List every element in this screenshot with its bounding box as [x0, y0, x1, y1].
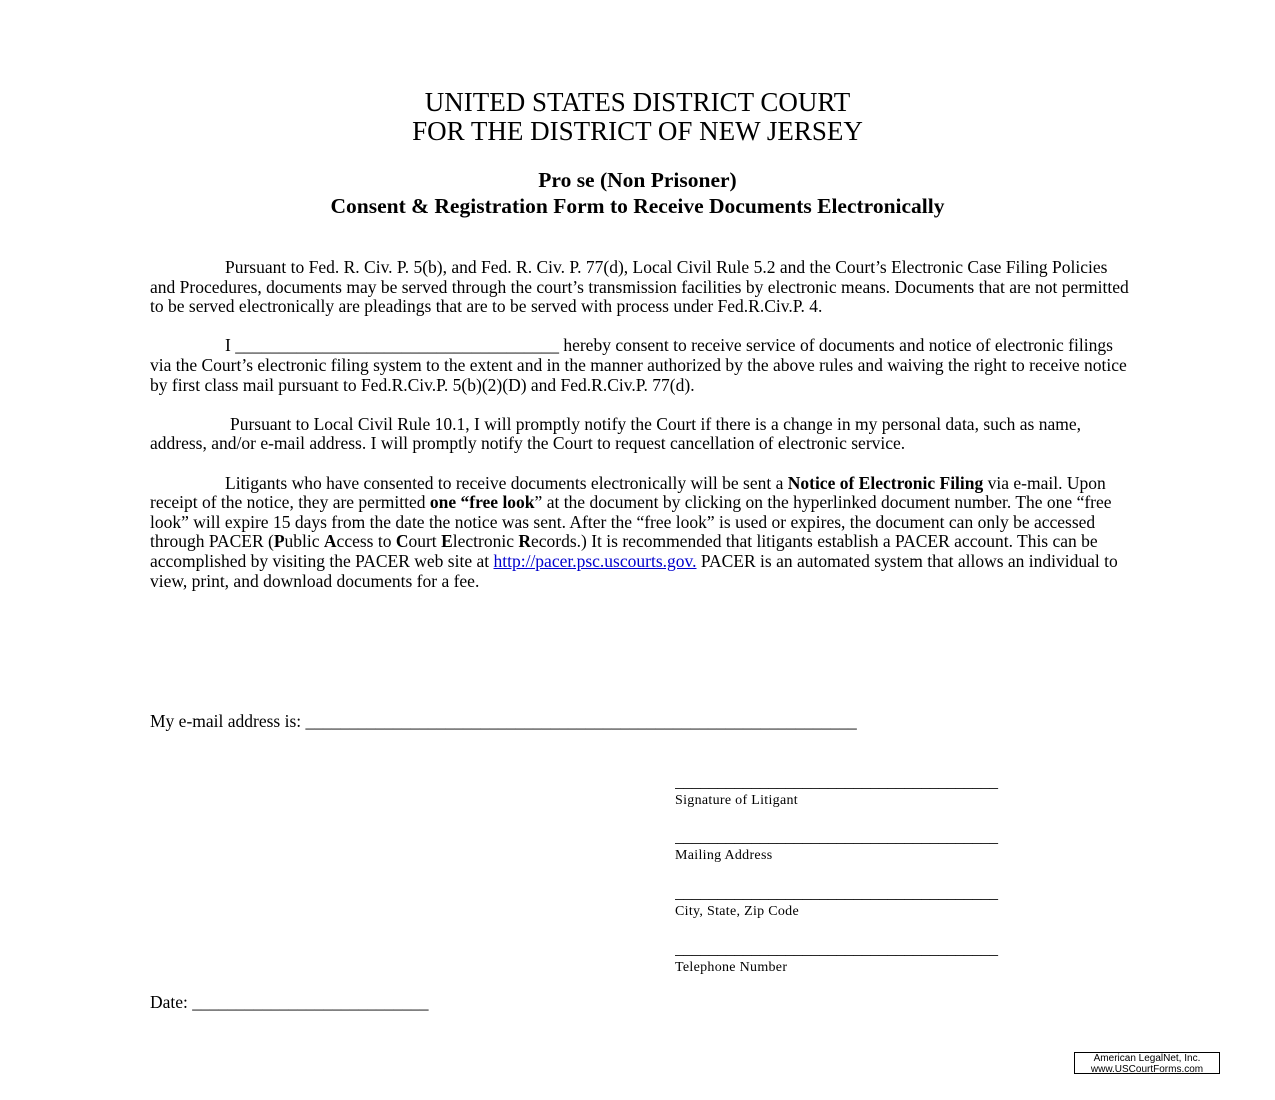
email-field-blank[interactable]: _______________________________________________________________: [301, 711, 857, 731]
telephone-field: [675, 939, 1115, 977]
telephone-line[interactable]: ______________________________________: [675, 939, 998, 958]
city-state-zip-label: City, State, Zip Code: [675, 904, 799, 919]
signature-field: [675, 772, 1115, 810]
form-title-line1: Pro se (Non Prisoner): [538, 168, 737, 192]
city-state-zip-field: [675, 883, 1115, 921]
paragraph-authority: Pursuant to Fed. R. Civ. P. 5(b), and Fed. R. Civ. P. 77(d), Local Civil Rule 5.2 and the Court’s Electronic Case Filing Policies and Procedures, documents may be served through the court’s transmission facilities by electronic means. Documents that are not permitted to be served electronically are pleadings that are to be served with process under Fed.R.Civ.P. 4.: [150, 257, 1129, 317]
signature-label: Signature of Litigant: [675, 793, 798, 808]
form-title-line2: Consent & Registration Form to Receive Documents Electronically: [330, 194, 945, 218]
mailing-address-label: Mailing Address: [675, 848, 773, 863]
mailing-address-field: [675, 827, 1115, 865]
date-field-blank[interactable]: ___________________________: [187, 992, 429, 1012]
stamp-website: www.USCourtForms.com: [1090, 1063, 1204, 1075]
court-district: FOR THE DISTRICT OF NEW JERSEY: [412, 116, 863, 146]
name-field-blank[interactable]: _____________________________________: [235, 335, 559, 356]
telephone-label: Telephone Number: [675, 960, 788, 975]
email-label: My e-mail address is:: [150, 711, 302, 731]
form-title: [0, 167, 1275, 219]
city-state-zip-line[interactable]: ______________________________________: [675, 883, 998, 902]
date-label: Date:: [150, 992, 188, 1012]
signature-line[interactable]: ______________________________________: [675, 772, 998, 791]
court-name: UNITED STATES DISTRICT COURT: [424, 87, 851, 117]
form-body: [150, 258, 1130, 611]
date-line: [150, 991, 429, 1013]
email-line: [150, 710, 857, 732]
stamp-company: American LegalNet, Inc.: [1093, 1053, 1201, 1064]
paragraph-pacer: Litigants who have consented to receive documents electronically will be sent a Notice of Electronic Filing via e-mail. Upon receipt of the notice, they are permitted one “free look” at the document by clicking on the hyperlinked document number. The one “free look” will expire 15 days from the date the notice was sent. After the “free look” is used or expires, the document can only be accessed through PACER (Public Access to Court Electronic Records.) It is recommended that litigants establish a PACER account. This can be accomplished by visiting the PACER web site at http://pacer.psc.uscourts.gov. PACER is an automated system that allows an individual to view, print, and download documents for a fee.: [150, 472, 1118, 591]
mailing-address-line[interactable]: ______________________________________: [675, 827, 998, 846]
paragraph-consent: I _____________________________________ hereby consent to receive service of documents and notice of electronic filings via the Court’s electronic filing system to the extent and in the manner authorized by the above rules and waiving the right to receive notice by first class mail pursuant to Fed.R.Civ.P. 5(b)(2)(D) and Fed.R.Civ.P. 77(d).: [150, 335, 1127, 395]
court-heading: [0, 88, 1275, 146]
paragraph-notify: Pursuant to Local Civil Rule 10.1, I will promptly notify the Court if there is a change in my personal data, such as name, address, and/or e-mail address. I will promptly notify the Court to request cancellation of electronic service.: [150, 413, 1082, 454]
pacer-link[interactable]: http://pacer.psc.uscourts.gov.: [493, 550, 697, 571]
publisher-stamp: [1074, 1052, 1220, 1074]
